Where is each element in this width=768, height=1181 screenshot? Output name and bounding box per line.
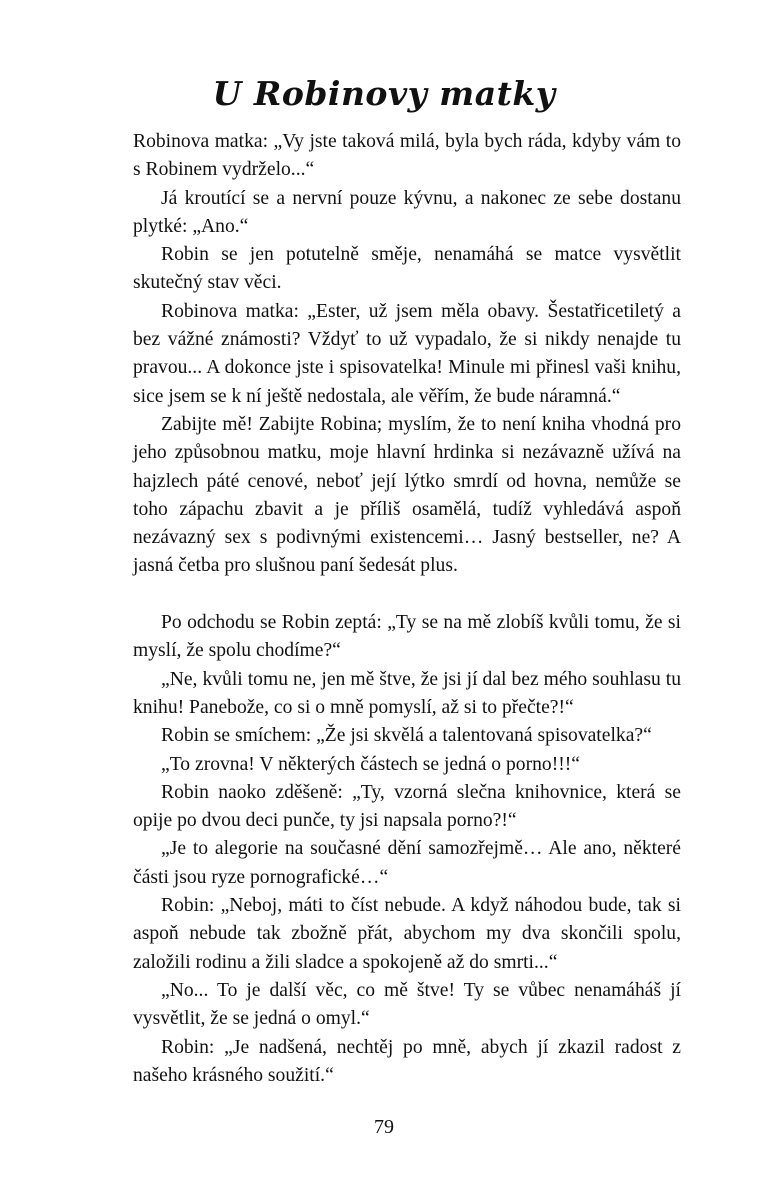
chapter-title: U Robinovy matky: [212, 74, 556, 113]
paragraph: Robin se jen potutelně směje, nenamáhá se matce vysvětlit skutečný stav věci.: [133, 244, 681, 294]
paragraph: „Ne, kvůli tomu ne, jen mě štve, že jsi jí dal bez mého souhlasu tu knihu! Panebože, co si o mně pomyslí, až si to přečte?!“: [133, 668, 681, 718]
chapter-text: [133, 128, 681, 1090]
paragraph: Robin: „Je nadšená, nechtěj po mně, abych jí zkazil radost z našeho krásného soužití.“: [133, 1036, 681, 1086]
paragraph: Robinova matka: „Ester, už jsem měla obavy. Šestatřicetiletý a bez vážné známosti? Vždyť to už vypadalo, že si nikdy nenajde tu pravou... A dokonce jste i spisovatelka! Minule mi přinesl vaši knihu, sice jsem se k ní ještě nedostala, ale věřím, že bude náramná.“: [133, 300, 681, 407]
paragraph: Robin se smíchem: „Že jsi skvělá a talentovaná spisovatelka?“: [161, 725, 652, 747]
paragraph: Já kroutící se a nervní pouze kývnu, a nakonec ze sebe dostanu plytké: „Ano.“: [133, 187, 681, 237]
paragraph: Robinova matka: „Vy jste taková milá, byla bych ráda, kdyby vám to s Robinem vydrželo...“: [133, 131, 681, 181]
paragraph: Zabijte mě! Zabijte Robina; myslím, že to není kniha vhodná pro jeho způsobnou matku, moje hlavní hrdinka si nezávazně užívá na hajzlech páté cenové, neboť její lýtko smrdí od hovna, nemůže se toho zápachu zbavit a je příliš osamělá, tudíž vyhledává aspoň nezávazný sex s podivnými existencemi… Jasný bestseller, ne? A jasná četba pro slušnou paní šedesát plus.: [133, 413, 681, 577]
paragraph: Robin naoko zděšeně: „Ty, vzorná slečna knihovnice, která se opije po dvou deci punče, ty jsi napsala porno?!“: [133, 781, 681, 832]
paragraph: „To zrovna! V některých částech se jedná o porno!!!“: [161, 753, 580, 775]
paragraph: Robin: „Neboj, máti to číst nebude. A když náhodou bude, tak si aspoň nebude tak zbožně přát, abychom my dva skončili spolu, založili rodinu a žili sladce a spokojeně až do smrti...“: [133, 895, 681, 973]
paragraph: „No... To je další věc, co mě štve! Ty se vůbec nenamáháš jí vysvětlit, že se jedná o omyl.“: [133, 979, 681, 1030]
page-number: 79: [374, 1116, 394, 1138]
paragraph: Po odchodu se Robin zeptá: „Ty se na mě zlobíš kvůli tomu, že si myslí, že spolu chodíme?“: [133, 612, 681, 662]
paragraph: „Je to alegorie na současné dění samozřejmě… Ale ano, některé části jsou ryze pornografické…“: [133, 838, 681, 888]
section-break: [133, 581, 681, 609]
